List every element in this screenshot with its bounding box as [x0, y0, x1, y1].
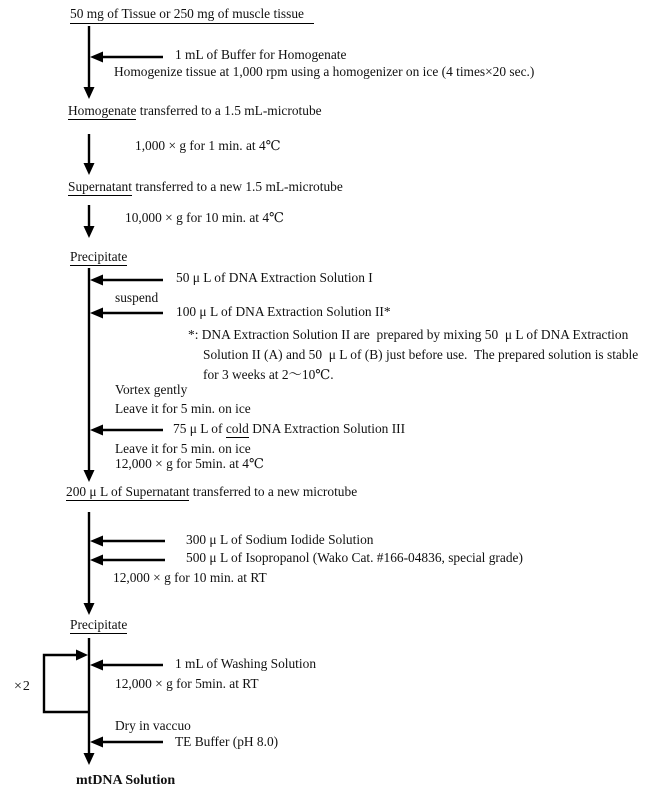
source-material-text: 50 mg of Tissue or 250 mg of muscle tissue [70, 6, 314, 24]
source-material-label [70, 5, 314, 22]
homogenate-rest: transferred to a 1.5 mL-microtube [136, 103, 322, 118]
repeat-count-label: ×2 [14, 679, 31, 694]
addition-extraction-sol2-label: 100 μ L of DNA Extraction Solution II* [176, 304, 391, 319]
footnote-line-2: Solution II (A) and 50 μ L of (B) just before use. The prepared solution is stable [203, 347, 639, 362]
down-arrowhead-1 [84, 87, 95, 99]
down-arrowhead-5 [84, 603, 95, 615]
left-arrowhead-te [90, 737, 103, 748]
addition-te-buffer-label: TE Buffer (pH 8.0) [175, 734, 279, 749]
ice-incubation-1-label: Leave it for 5 min. on ice [115, 401, 251, 416]
left-arrowhead-sol3 [90, 425, 103, 436]
sol3-rest: DNA Extraction Solution III [248, 421, 406, 436]
supernatant-200ul-rest: transferred to a new microtube [189, 484, 358, 499]
left-arrowhead-buffer [90, 52, 103, 63]
precipitate-1-underlined: Precipitate [70, 249, 128, 264]
footnote-line-3: for 3 weeks at 2～10℃. [203, 367, 334, 382]
centrifuge-step-3: 12,000 × g for 5min. at 4℃ [115, 456, 264, 471]
down-arrowhead-2 [84, 163, 95, 175]
supernatant-step-label [68, 178, 343, 195]
homogenate-underlined: Homogenate [68, 103, 137, 118]
final-result-label: mtDNA Solution [76, 773, 176, 788]
addition-buffer-label: 1 mL of Buffer for Homogenate [175, 47, 347, 62]
homogenize-action-label: Homogenize tissue at 1,000 rpm using a homogenizer on ice (4 times×20 sec.) [114, 64, 535, 79]
addition-washing-solution-label: 1 mL of Washing Solution [175, 656, 317, 671]
sol3-cold-underlined: cold [225, 421, 249, 436]
sol3-pre: 75 μ L of [173, 421, 226, 436]
down-arrowhead-6 [84, 753, 95, 765]
supernatant-200ul-step-label [66, 483, 357, 500]
homogenate-step-label [68, 102, 322, 119]
ice-incubation-2-label: Leave it for 5 min. on ice [115, 441, 251, 456]
vortex-action-label: Vortex gently [115, 382, 188, 397]
left-arrowhead-sol1 [90, 275, 103, 286]
addition-extraction-sol1-label: 50 μ L of DNA Extraction Solution I [176, 270, 373, 285]
suspend-action-label: suspend [115, 290, 159, 305]
centrifuge-step-1: 1,000 × g for 1 min. at 4℃ [135, 138, 281, 153]
repeat-loop-line [44, 655, 89, 712]
dry-action-label: Dry in vaccuo [115, 718, 191, 733]
precipitate-2-label [70, 616, 127, 633]
left-arrowhead-sol2 [90, 308, 103, 319]
addition-isopropanol-label: 500 μ L of Isopropanol (Wako Cat. #166-04836, special grade) [186, 550, 523, 565]
left-arrowhead-nai [90, 536, 103, 547]
left-arrowhead-wash [90, 660, 103, 671]
precipitate-1-label [70, 248, 127, 265]
precipitate-2-underlined: Precipitate [70, 617, 128, 632]
supernatant-underlined: Supernatant [68, 179, 132, 194]
addition-extraction-sol3-label [173, 420, 405, 437]
down-arrowhead-4 [84, 470, 95, 482]
addition-sodium-iodide-label: 300 μ L of Sodium Iodide Solution [186, 532, 374, 547]
centrifuge-step-5: 12,000 × g for 5min. at RT [115, 676, 259, 691]
loop-arrowhead [76, 650, 88, 661]
footnote-line-1: *: DNA Extraction Solution II are prepared by mixing 50 μ L of DNA Extraction [188, 327, 629, 342]
supernatant-rest: transferred to a new 1.5 mL-microtube [131, 179, 343, 194]
left-arrowhead-iso [90, 555, 103, 566]
centrifuge-step-4: 12,000 × g for 10 min. at RT [113, 570, 267, 585]
centrifuge-step-2: 10,000 × g for 10 min. at 4℃ [125, 210, 285, 225]
supernatant-200ul-underlined: 200 μ L of Supernatant [66, 484, 190, 499]
down-arrowhead-3 [84, 226, 95, 238]
